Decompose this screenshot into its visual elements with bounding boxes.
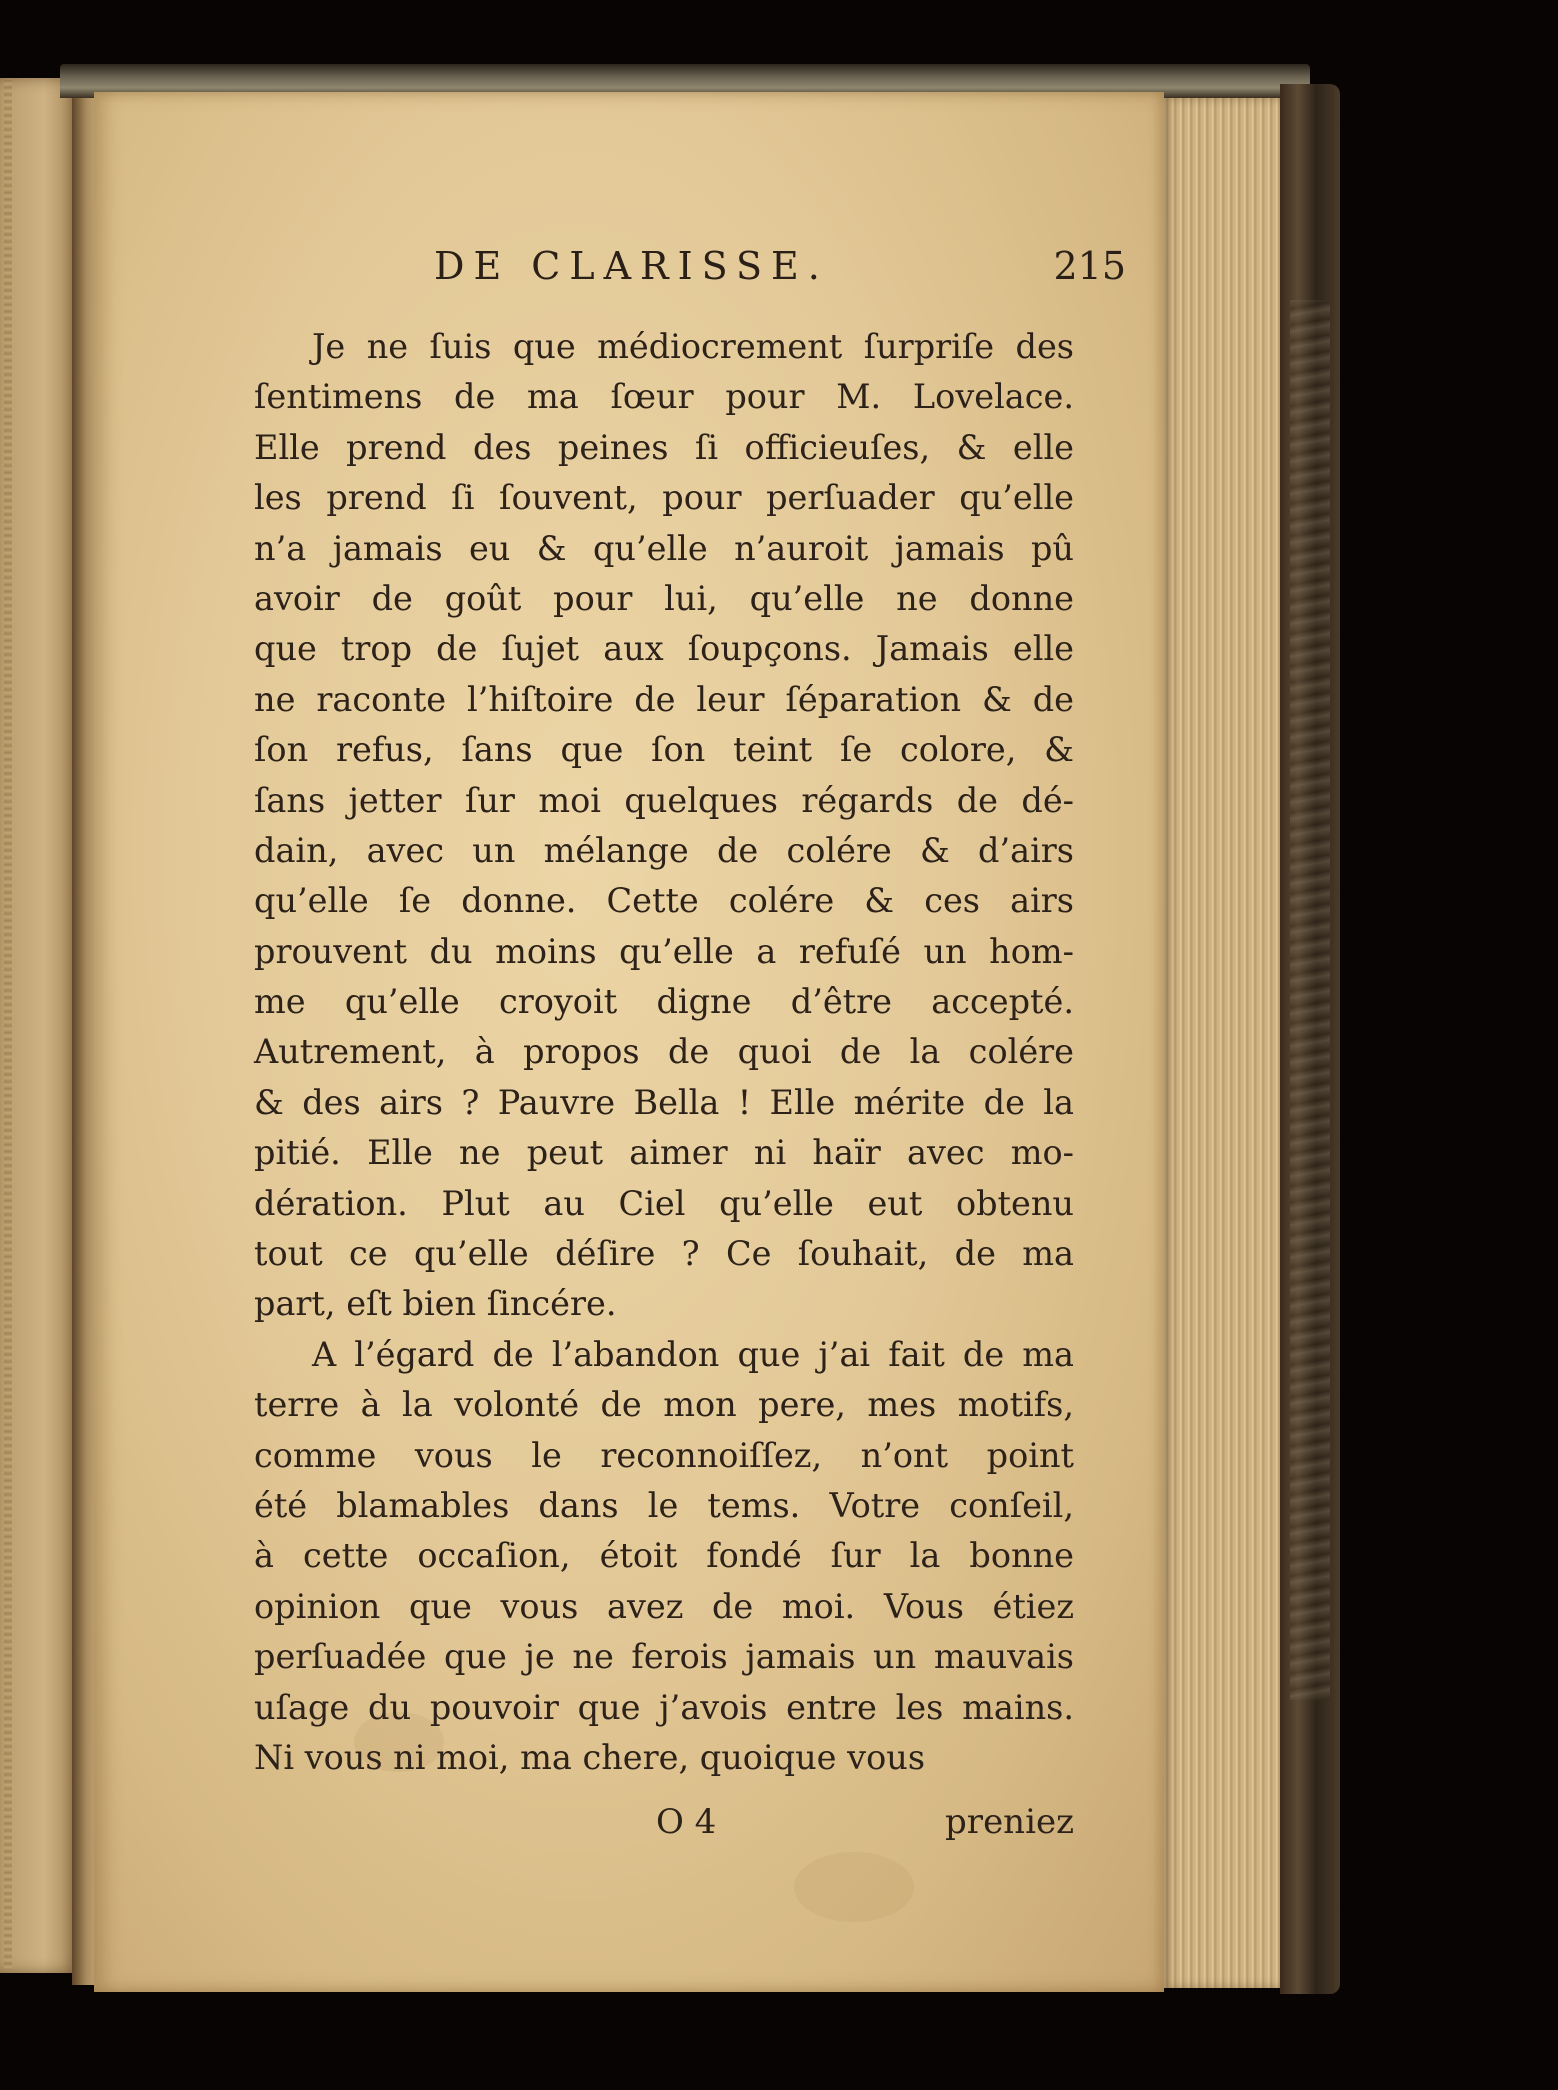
foxing-stain [794,1852,914,1922]
previous-page-fore-edge [4,80,12,1970]
signature-mark: O 4 [656,1802,717,1842]
text-line: ne raconte l’hiſtoire de leur ſéparation & de [254,679,1074,719]
text-line: tout ce qu’elle déſire ? Ce ſouhait, de ma [254,1234,1074,1274]
text-line: comme vous le reconnoiſſez, n’ont point [254,1435,1074,1475]
text-line: à cette occaſion, étoit fondé ſur la bonne [254,1536,1074,1576]
text-line: opinion que vous avez de moi. Vous étiez [254,1586,1074,1626]
text-line: dération. Plut au Ciel qu’elle eut obtenu [254,1183,1074,1223]
page-stack-edge [1162,98,1282,1988]
text-line: été blamables dans le tems. Votre conſeil, [254,1485,1074,1525]
text-line: Je ne ſuis que médiocrement ſurpriſe des [312,327,1074,366]
text-line: ſentimens de ma ſœur pour M. Lovelace. [254,377,1074,417]
previous-page-edge [0,78,80,1973]
text-line: Autrement, à propos de quoi de la colére [254,1032,1074,1072]
body-text [254,322,1074,1783]
page-number: 215 [1053,244,1126,288]
text-line: n’a jamais eu & qu’elle n’auroit jamais pû [254,528,1074,568]
text-line: part, eſt bien ſincére. [254,1284,617,1324]
page-header [434,242,1134,302]
catchword: preniez [945,1802,1074,1842]
text-line: & des airs ? Pauvre Bella ! Elle mérite de la [254,1082,1074,1122]
text-line: avoir de goût pour lui, qu’elle ne donne [254,578,1074,618]
text-line: terre à la volonté de mon pere, mes motifs, [254,1385,1074,1425]
text-line: perſuadée que je ne ferois jamais un mauvais [254,1637,1074,1677]
book-page [94,92,1164,1992]
text-line: ſans jetter ſur moi quelques régards de dé- [254,780,1074,820]
text-line: uſage du pouvoir que j’avois entre les mains. [254,1687,1074,1727]
text-line: dain, avec un mélange de colére & d’airs [254,830,1074,870]
text-line: Elle prend des peines ſi officieuſes, & elle [254,427,1074,467]
text-line: les prend ſi ſouvent, pour perſuader qu’elle [254,478,1074,518]
text-line: prouvent du moins qu’elle a refuſé un hom- [254,931,1074,971]
text-line: me qu’elle croyoit digne d’être accepté. [254,982,1074,1022]
page-footer [254,1802,1074,1852]
text-line: que trop de ſujet aux ſoupçons. Jamais elle [254,629,1074,669]
text-line: pitié. Elle ne peut aimer ni haïr avec mo- [254,1133,1074,1173]
running-title: DE CLARISSE. [434,244,829,288]
cover-marbling [1290,300,1330,1700]
text-line: A l’égard de l’abandon que j’ai fait de ma [312,1334,1074,1374]
text-line: ſon refus, ſans que ſon teint ſe colore, & [254,730,1074,770]
text-line: qu’elle ſe donne. Cette colére & ces airs [254,881,1074,921]
text-line: Ni vous ni moi, ma chere, quoique vous [254,1737,926,1777]
